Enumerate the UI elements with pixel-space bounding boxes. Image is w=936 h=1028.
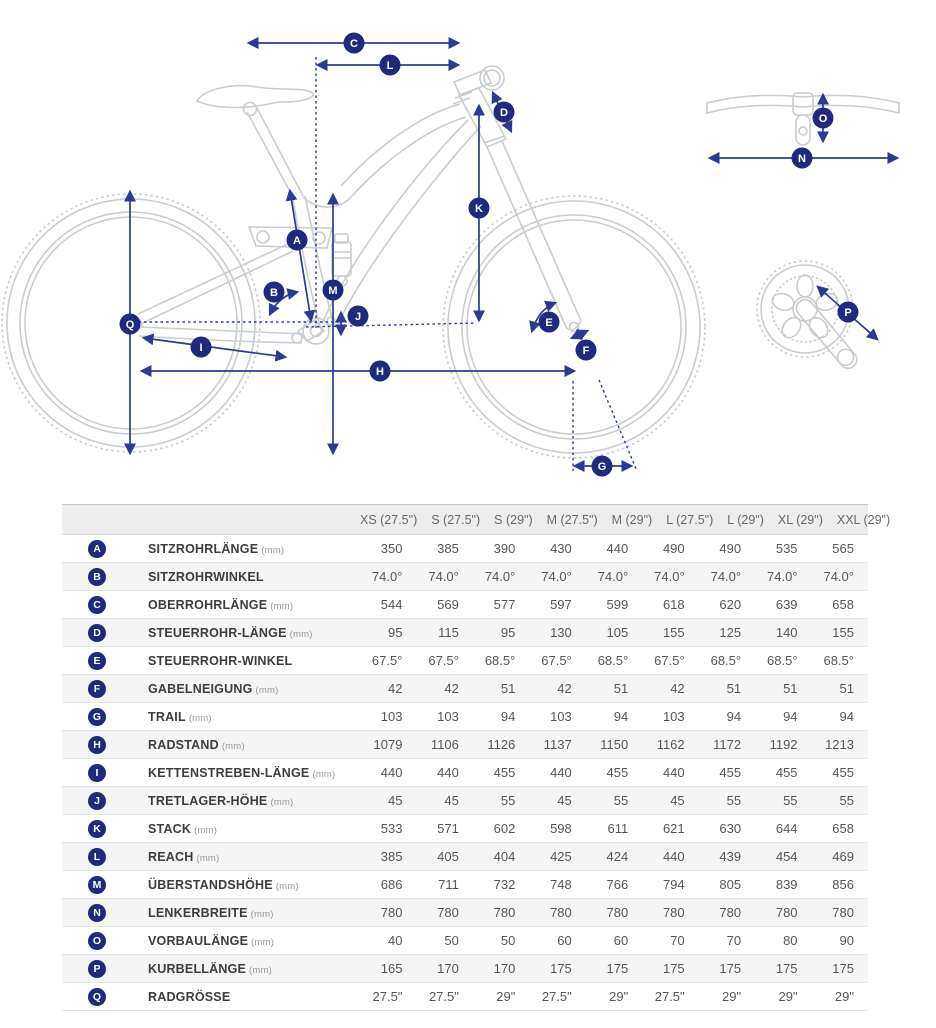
cell: 385 (437, 541, 459, 556)
column-header: M (29") (611, 512, 653, 527)
cell: 599 (606, 597, 629, 612)
cell: 80 (783, 933, 798, 948)
cell: 569 (437, 597, 459, 612)
cell: 1150 (600, 737, 629, 752)
cell: 175 (662, 961, 685, 976)
row-label: KURBELLÄNGE (mm) (148, 961, 273, 976)
cell: 440 (550, 765, 572, 780)
cell: 74.0° (767, 569, 798, 584)
cell: 175 (606, 961, 629, 976)
diagram-badge-q (120, 314, 141, 335)
cell: 74.0° (484, 569, 516, 584)
row-badge: A (88, 540, 106, 558)
cell: 45 (557, 793, 572, 808)
cell: 165 (380, 961, 403, 976)
cell: 440 (662, 849, 685, 864)
cell: 766 (606, 877, 629, 892)
cell: 711 (438, 877, 459, 892)
front-wheel (443, 196, 705, 458)
column-header: S (29") (494, 512, 533, 527)
table-row (62, 871, 868, 899)
cell: 794 (662, 877, 685, 892)
cell: 455 (719, 765, 742, 780)
cell: 51 (726, 681, 742, 696)
table-row (62, 647, 868, 675)
svg-text:P: P (844, 307, 852, 319)
row-badge: E (88, 652, 106, 670)
diagram-badge-c (344, 33, 365, 54)
cell: 170 (437, 961, 459, 976)
table-row (62, 927, 868, 955)
cell: 350 (380, 541, 403, 556)
cell: 780 (550, 905, 572, 920)
row-badge: N (88, 904, 106, 922)
svg-text:J: J (354, 311, 362, 323)
cell: 490 (719, 541, 742, 556)
cell: 780 (832, 905, 854, 920)
cell: 67.5° (541, 653, 572, 668)
row-label: LENKERBREITE (mm) (148, 905, 274, 920)
cell: 27.5" (654, 989, 685, 1004)
row-label: STEUERROHR-LÄNGE (mm) (148, 625, 313, 640)
cell: 51 (500, 681, 516, 696)
cell: 55 (726, 793, 742, 808)
cell: 74.0° (710, 569, 742, 584)
cell: 95 (500, 625, 516, 640)
row-badge: Q (88, 988, 106, 1006)
cell: 175 (719, 961, 742, 976)
diagram-badge-i (191, 337, 212, 358)
cell: 440 (380, 765, 403, 780)
cell: 658 (832, 821, 854, 836)
cell: 105 (606, 625, 629, 640)
diagram-badge-p (838, 302, 859, 323)
diagram-badge-h (370, 361, 391, 382)
cell: 839 (775, 877, 798, 892)
cell: 1172 (713, 737, 742, 752)
diagram-badge-j (348, 306, 369, 327)
cell: 618 (662, 597, 685, 612)
cell: 780 (606, 905, 629, 920)
column-header: S (27.5") (431, 512, 481, 527)
cell: 68.5° (823, 653, 854, 668)
cell: 51 (839, 681, 854, 696)
cell: 658 (832, 597, 854, 612)
table-row (62, 983, 868, 1011)
svg-text:E: E (545, 317, 553, 329)
diagram-badge-o (813, 108, 834, 129)
cell: 103 (550, 709, 572, 724)
cell: 430 (550, 541, 572, 556)
cell: 29" (609, 989, 629, 1004)
cell: 74.0° (597, 569, 629, 584)
row-badge: B (88, 568, 106, 586)
row-label: STEUERROHR-WINKEL (148, 653, 293, 668)
cell: 455 (606, 765, 629, 780)
cell: 74.0° (654, 569, 685, 584)
diagram-badge-n (792, 148, 813, 169)
row-label: KETTENSTREBEN-LÄNGE (mm) (148, 765, 336, 780)
cell: 55 (613, 793, 629, 808)
table-row (62, 619, 868, 647)
cell: 565 (832, 541, 854, 556)
cell: 60 (613, 933, 629, 948)
cell: 390 (493, 541, 516, 556)
cell: 67.5° (371, 653, 403, 668)
saddle-and-seatpost (197, 86, 313, 199)
row-badge: C (88, 596, 106, 614)
cell: 535 (775, 541, 798, 556)
cell: 620 (719, 597, 742, 612)
cell: 175 (775, 961, 798, 976)
cell: 42 (557, 681, 572, 696)
cell: 55 (500, 793, 516, 808)
cell: 115 (438, 625, 459, 640)
table-row (62, 731, 868, 759)
column-header: M (27.5") (546, 512, 598, 527)
row-label: ÜBERSTANDSHÖHE (mm) (148, 877, 299, 892)
stem-and-bar (454, 66, 504, 95)
diagram-badge-e (539, 312, 560, 333)
table-row (62, 955, 868, 983)
cell: 748 (550, 877, 572, 892)
cell: 95 (387, 625, 403, 640)
table-row (62, 899, 868, 927)
cell: 630 (719, 821, 742, 836)
cell: 68.5° (484, 653, 516, 668)
cell: 29" (496, 989, 516, 1004)
row-badge: K (88, 820, 106, 838)
cell: 1162 (656, 737, 685, 752)
cell: 51 (783, 681, 798, 696)
cell: 385 (380, 849, 403, 864)
cell: 597 (550, 597, 572, 612)
svg-text:L: L (386, 60, 394, 72)
cell: 170 (493, 961, 516, 976)
diagram-badge-d (494, 102, 515, 123)
cell: 1126 (487, 737, 516, 752)
table-row (62, 703, 868, 731)
svg-text:H: H (376, 366, 384, 378)
row-badge: D (88, 624, 106, 642)
svg-text:O: O (818, 113, 828, 125)
table-row (62, 675, 868, 703)
cell: 1213 (825, 737, 854, 752)
cell: 74.0° (823, 569, 854, 584)
cell: 40 (387, 933, 403, 948)
cell: 67.5° (428, 653, 459, 668)
cell: 780 (493, 905, 516, 920)
cell: 155 (832, 625, 854, 640)
diagram-badge-b (264, 282, 285, 303)
cell: 29" (722, 989, 742, 1004)
row-badge: G (88, 708, 106, 726)
column-header: L (27.5") (666, 512, 714, 527)
table-row (62, 563, 868, 591)
cell: 1137 (543, 737, 572, 752)
cell: 94 (613, 709, 629, 724)
cell: 42 (387, 681, 403, 696)
diagram-badge-l (380, 55, 401, 76)
cell: 42 (670, 681, 685, 696)
row-label: TRAIL (mm) (148, 709, 212, 724)
diagram-badge-k (469, 198, 490, 219)
row-badge: I (88, 764, 106, 782)
table-row (62, 815, 868, 843)
cell: 29" (778, 989, 798, 1004)
cell: 490 (662, 541, 685, 556)
row-label: REACH (mm) (148, 849, 220, 864)
svg-text:D: D (500, 107, 508, 119)
row-label: SITZROHRLÄNGE (mm) (148, 541, 285, 556)
cell: 856 (832, 877, 854, 892)
svg-text:B: B (270, 287, 278, 299)
table-row (62, 787, 868, 815)
cell: 70 (726, 933, 742, 948)
cell: 1079 (373, 737, 403, 752)
row-badge: J (88, 792, 106, 810)
cell: 780 (380, 905, 403, 920)
cell: 125 (719, 625, 742, 640)
rear-shock (332, 234, 351, 286)
cell: 175 (550, 961, 572, 976)
cell: 686 (380, 877, 403, 892)
row-label: TRETLAGER-HÖHE (mm) (148, 793, 294, 808)
cell: 29" (834, 989, 854, 1004)
row-badge: O (88, 932, 106, 950)
cell: 780 (719, 905, 742, 920)
table-row (62, 759, 868, 787)
cell: 469 (832, 849, 854, 864)
geometry-table (62, 504, 891, 1011)
cell: 74.0° (541, 569, 572, 584)
cell: 639 (775, 597, 798, 612)
cell: 74.0° (371, 569, 403, 584)
svg-text:G: G (597, 461, 607, 473)
row-badge: M (88, 876, 106, 894)
cell: 51 (613, 681, 629, 696)
table-row (62, 843, 868, 871)
cell: 577 (493, 597, 516, 612)
cell: 533 (380, 821, 403, 836)
table-header-row (62, 505, 891, 535)
diagram-badge-g (592, 456, 613, 477)
row-label: STACK (mm) (148, 821, 218, 836)
column-header: XL (29") (777, 512, 823, 527)
cell: 27.5" (428, 989, 459, 1004)
svg-text:Q: Q (125, 319, 135, 331)
diagram-badge-m (323, 280, 344, 301)
cell: 103 (662, 709, 685, 724)
cell: 94 (726, 709, 742, 724)
svg-text:K: K (475, 203, 483, 215)
svg-text:M: M (328, 285, 338, 297)
row-badge: F (88, 680, 106, 698)
cell: 455 (493, 765, 516, 780)
row-label: RADSTAND (mm) (148, 737, 245, 752)
diagram-badge-a (287, 230, 308, 251)
cell: 130 (550, 625, 572, 640)
column-header: L (29") (727, 512, 764, 527)
cell: 424 (606, 849, 629, 864)
svg-text:A: A (293, 235, 301, 247)
cell: 440 (437, 765, 459, 780)
row-label: OBERROHRLÄNGE (mm) (148, 597, 294, 612)
cell: 1106 (430, 737, 459, 752)
cell: 439 (719, 849, 742, 864)
cell: 405 (437, 849, 459, 864)
cell: 621 (662, 821, 685, 836)
cell: 55 (839, 793, 854, 808)
cell: 42 (444, 681, 459, 696)
cell: 571 (437, 821, 459, 836)
cell: 103 (380, 709, 403, 724)
cell: 544 (380, 597, 403, 612)
row-label: RADGRÖSSE (148, 989, 231, 1004)
cell: 440 (606, 541, 629, 556)
row-badge: L (88, 848, 106, 866)
cell: 68.5° (710, 653, 742, 668)
cell: 455 (775, 765, 798, 780)
svg-text:I: I (199, 342, 203, 354)
cell: 74.0° (428, 569, 459, 584)
table-row (62, 591, 868, 619)
cell: 90 (839, 933, 854, 948)
cell: 94 (783, 709, 798, 724)
cell: 68.5° (597, 653, 629, 668)
cell: 45 (387, 793, 403, 808)
cell: 140 (775, 625, 798, 640)
cell: 602 (493, 821, 516, 836)
column-header: XS (27.5") (360, 512, 418, 527)
cell: 50 (500, 933, 516, 948)
geometry-diagram (0, 0, 936, 497)
cell: 455 (832, 765, 854, 780)
svg-text:F: F (582, 345, 590, 357)
cell: 155 (662, 625, 685, 640)
cell: 598 (550, 821, 572, 836)
cell: 70 (670, 933, 685, 948)
cell: 67.5° (654, 653, 685, 668)
cell: 94 (500, 709, 516, 724)
cell: 780 (775, 905, 798, 920)
row-badge: P (88, 960, 106, 978)
cell: 425 (550, 849, 572, 864)
cell: 50 (444, 933, 459, 948)
row-label: SITZROHRWINKEL (148, 569, 264, 584)
handlebar-top-view (707, 93, 899, 145)
table-row (62, 535, 868, 563)
cell: 60 (557, 933, 572, 948)
bike-side-view (2, 66, 899, 458)
cell: 68.5° (767, 653, 798, 668)
cell: 103 (437, 709, 459, 724)
row-badge: H (88, 736, 106, 754)
cell: 45 (444, 793, 459, 808)
column-header: XXL (29") (836, 512, 891, 527)
cell: 55 (783, 793, 798, 808)
cell: 440 (662, 765, 685, 780)
cell: 611 (607, 821, 629, 836)
cell: 644 (775, 821, 798, 836)
cell: 780 (662, 905, 685, 920)
diagram-badge-f (576, 340, 597, 361)
row-label: GABELNEIGUNG (mm) (148, 681, 279, 696)
cell: 805 (719, 877, 742, 892)
cell: 780 (437, 905, 459, 920)
cell: 27.5" (541, 989, 572, 1004)
cell: 732 (493, 877, 516, 892)
cell: 94 (839, 709, 854, 724)
cell: 45 (670, 793, 685, 808)
row-label: VORBAULÄNGE (mm) (148, 933, 275, 948)
svg-text:C: C (350, 38, 358, 50)
cell: 27.5" (372, 989, 403, 1004)
cell: 175 (832, 961, 854, 976)
cell: 454 (775, 849, 798, 864)
cell: 1192 (769, 737, 798, 752)
cell: 404 (493, 849, 516, 864)
svg-text:N: N (798, 153, 806, 165)
